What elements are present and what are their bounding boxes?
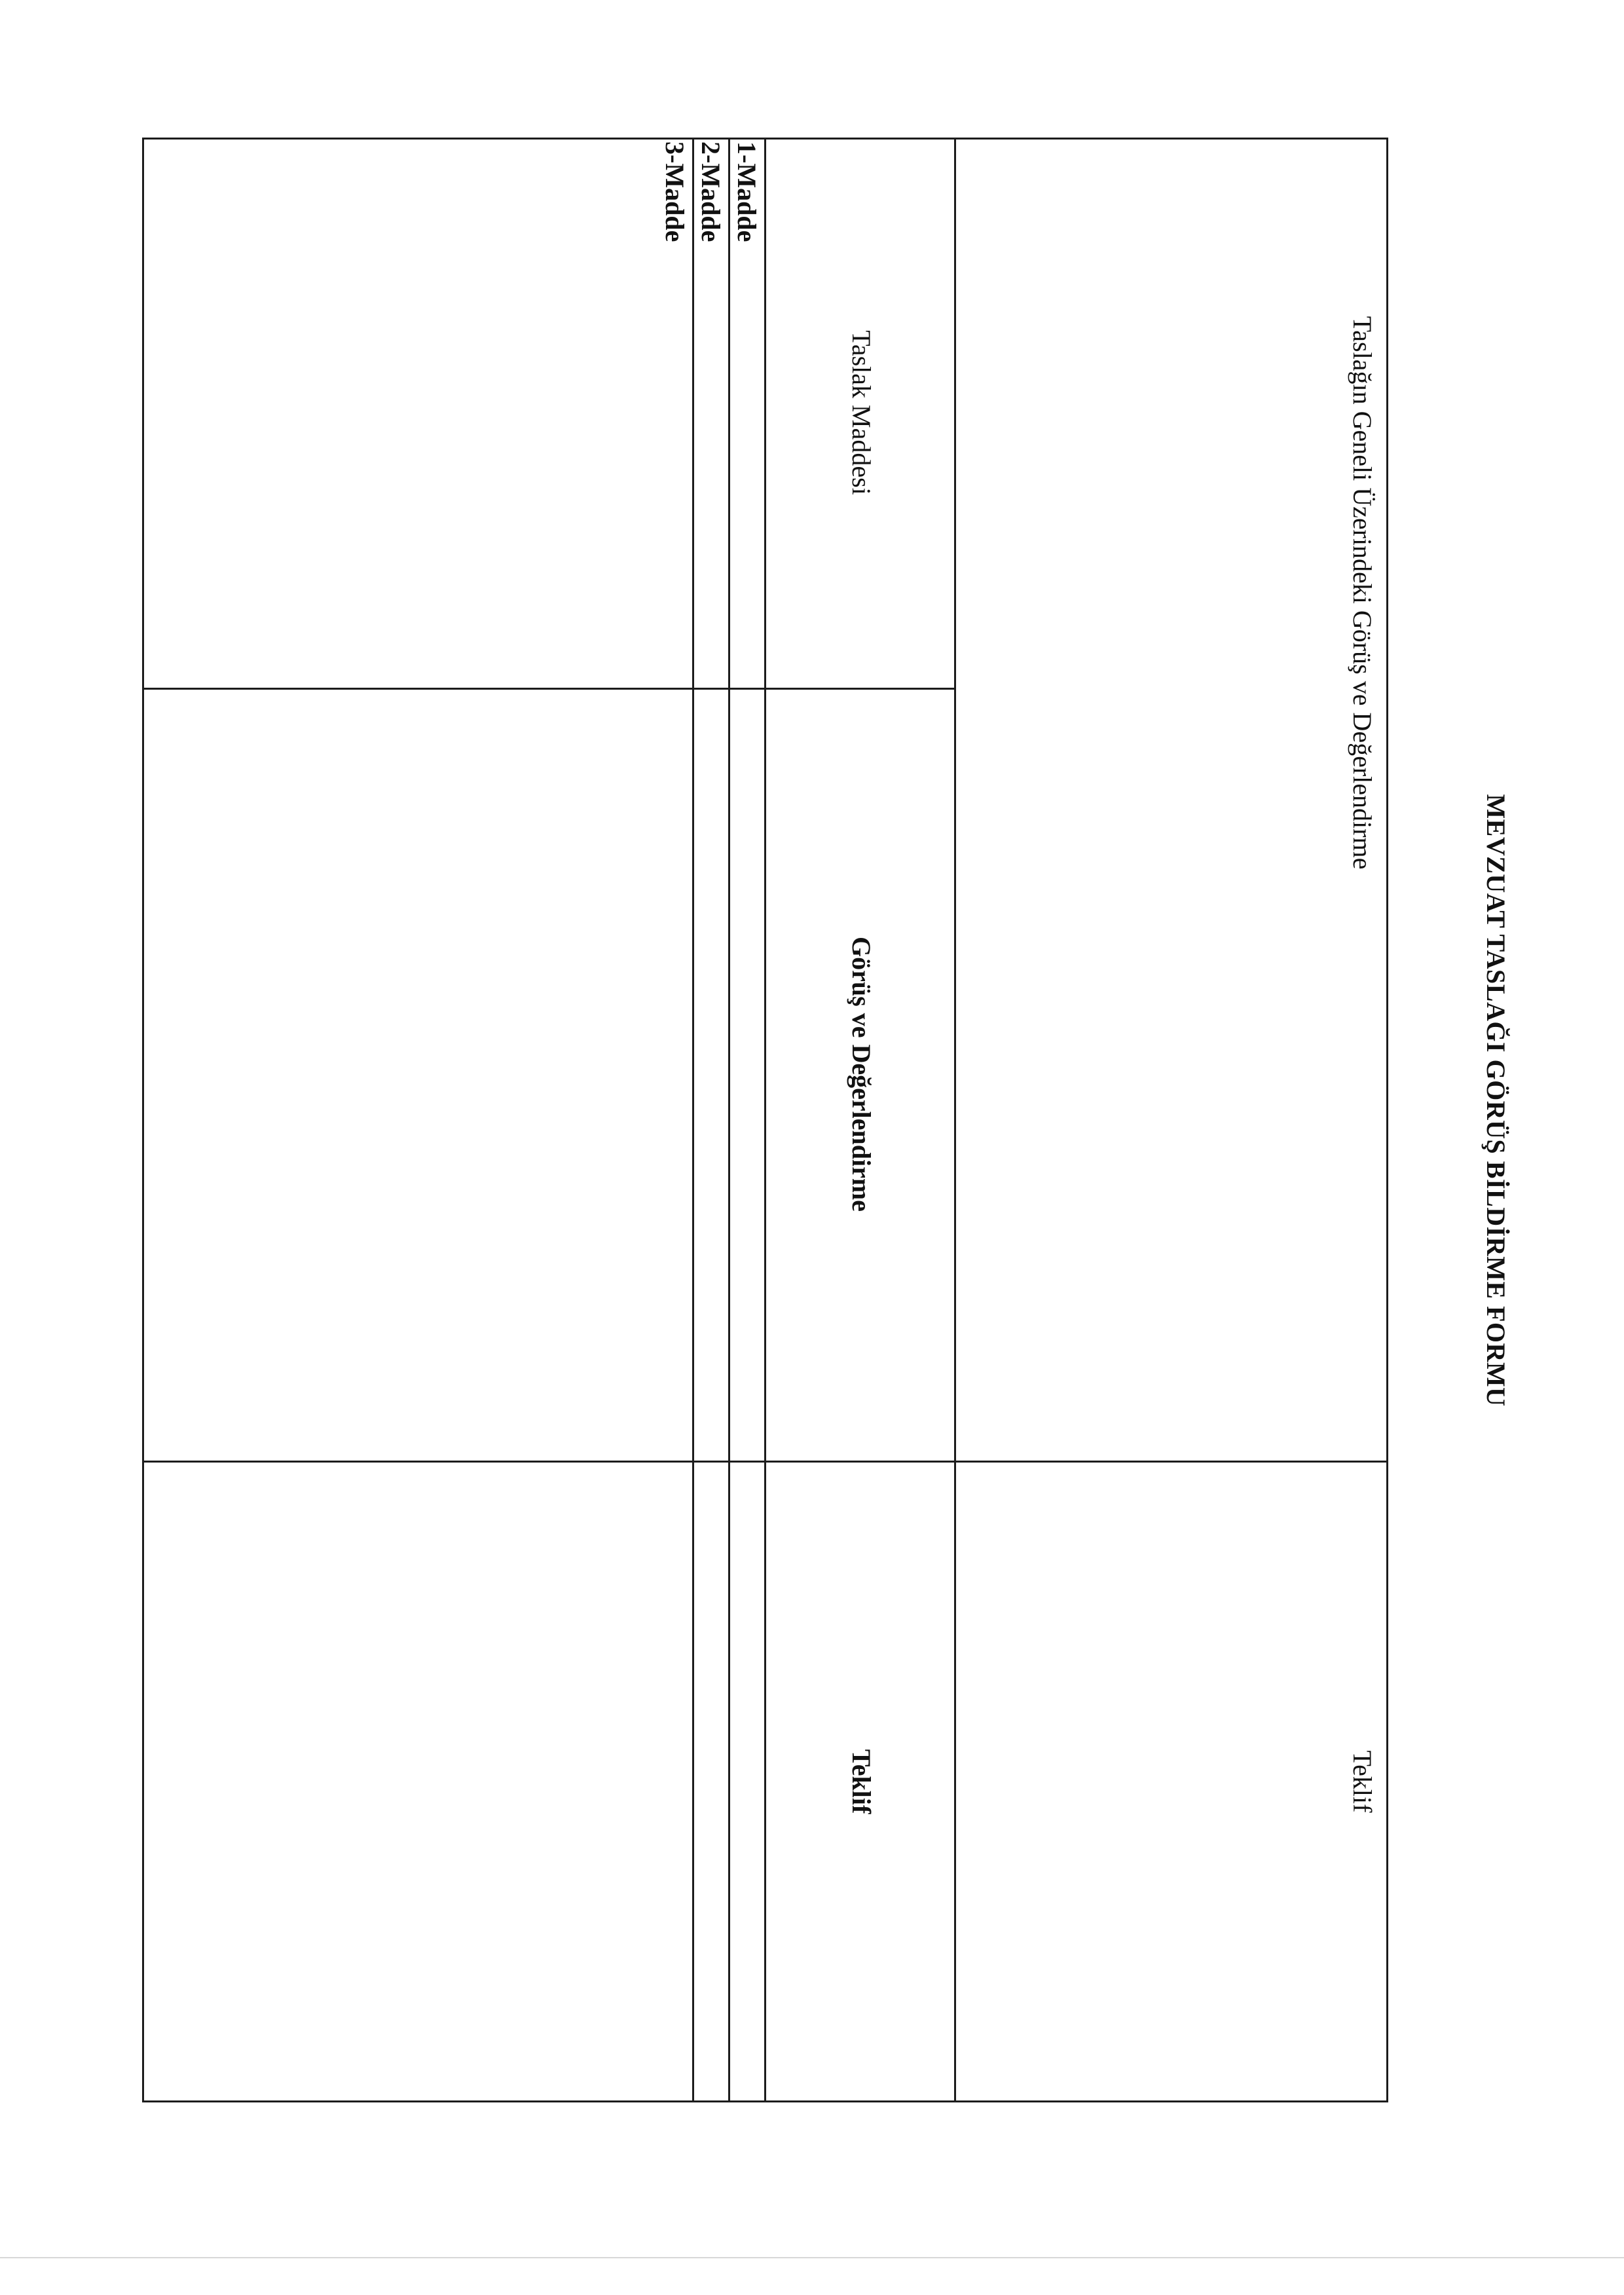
article-column-divider-1	[142, 688, 956, 690]
article-row-1-label: 1-Madde	[732, 141, 762, 242]
article-column-divider-2	[142, 1461, 956, 1463]
article-row-3-label: 3-Madde	[660, 141, 690, 242]
article-comment-header: Görüş ve Değerlendirme	[847, 937, 876, 1212]
table-border-top	[1386, 138, 1388, 2102]
form-title: MEVZUAT TASLAĞI GÖRÜŞ BİLDİRME FORMU	[1481, 794, 1511, 1407]
table-border-bottom	[142, 138, 144, 2102]
article-header-bottom-border	[764, 138, 766, 2102]
article-row-2-label: 2-Madde	[696, 141, 726, 242]
scan-bottom-edge	[0, 2257, 1624, 2258]
form-page	[0, 118, 1532, 2253]
article-row-2-bottom-border	[692, 138, 694, 2102]
general-proposal-header: Teklif	[1348, 1750, 1377, 1813]
article-header: Taslak Maddesi	[847, 330, 876, 495]
general-comment-header: Taslağın Geneli Üzerindeki Görüş ve Değerlendirme	[1348, 316, 1377, 870]
general-section-divider	[956, 1461, 1388, 1463]
article-row-1-bottom-border	[728, 138, 730, 2102]
general-section-bottom-border	[954, 138, 956, 2102]
article-proposal-header: Teklif	[847, 1749, 876, 1814]
